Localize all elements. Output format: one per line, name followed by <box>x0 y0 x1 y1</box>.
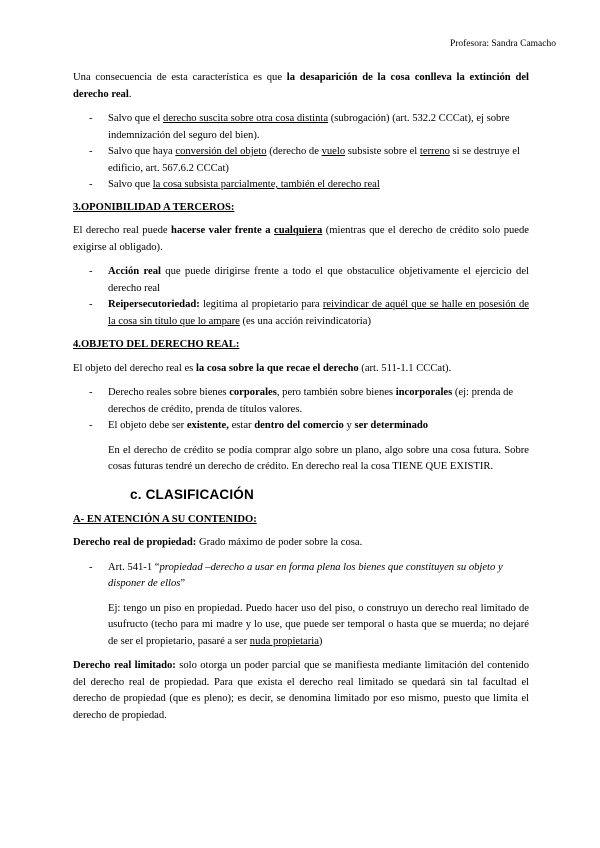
intro-paragraph: Una consecuencia de esta característica es que la desaparición de la cosa conlleva la extinción del derecho real. <box>73 72 529 100</box>
objeto-list <box>73 385 529 435</box>
propiedad-list <box>73 560 529 593</box>
section-heading-objeto: 4.OBJETO DEL DERECHO REAL: <box>73 339 240 350</box>
section-heading-oponibilidad: 3.OPONIBILIDAD A TERCEROS: <box>73 201 235 213</box>
oponibilidad-list <box>73 264 529 330</box>
list-item: - Salvo que haya conversión del objeto (derecho de vuelo subsiste sobre el terreno si se destruye el edificio, art. 567.6.2 CCCat) <box>73 144 529 177</box>
credito-paragraph: En el derecho de crédito se podía comprar algo sobre un plano, algo sobre una cosa futura. Sobre cosas futuras tendré un derecho de crédito. En derecho real la cosa TIENE QUE EXISTIR. <box>108 444 529 472</box>
list-item: - Derecho reales sobre bienes corporales, pero también sobre bienes incorporales (ej: prenda de derechos de crédito, prenda de títulos valores. <box>73 385 529 418</box>
list-item: - Acción real que puede dirigirse frente a todo el que obstaculice objetivamente el ejercicio del derecho real <box>73 264 529 297</box>
oponibilidad-paragraph: El derecho real puede hacerse valer frente a cualquiera (mientras que el derecho de crédito solo puede exigirse al obligado). <box>73 225 529 253</box>
objeto-paragraph: El objeto del derecho real es la cosa sobre la que recae el derecho (art. 511-1.1 CCCat). <box>73 362 452 374</box>
page-header-author: Profesora: Sandra Camacho <box>449 39 556 49</box>
limitado-paragraph: Derecho real limitado: solo otorga un poder parcial que se manifiesta mediante limitación del contenido del derecho real de propiedad. Para que exista el derecho real limitado se quedará sin tal facultad el derecho de propiedad (que es pleno); es decir, se denomina limitado por eso mismo, puesto que limita el derecho de propiedad. <box>73 660 530 721</box>
list-item: - Salvo que la cosa subsista parcialmente, también el derecho real <box>73 177 529 194</box>
list-item: - Reipersecutoriedad: legitima al propietario para reivindicar de aquél que se halle en posesión de la cosa sin título que lo ampare (es una acción reivindicatoria) <box>73 297 529 330</box>
section-heading-contenido: A- EN ATENCIÓN A SU CONTENIDO: <box>73 513 257 525</box>
exceptions-list <box>73 111 529 194</box>
example-paragraph: Ej: tengo un piso en propiedad. Puedo hacer uso del piso, o construyo un derecho real limitado de usufructo (techo para mi madre y lo use, que puede ser temporal o hasta que se muerda; no dejaré de ser el propietario, pasaré a ser nuda propietaria) <box>108 602 529 647</box>
section-heading-clasificacion: c. CLASIFICACIÓN <box>130 486 254 502</box>
list-item: - El objeto debe ser existente, estar dentro del comercio y ser determinado <box>73 418 529 435</box>
document-body <box>73 70 529 724</box>
list-item: - Salvo que el derecho suscita sobre otra cosa distinta (subrogación) (art. 532.2 CCCat), ej sobre indemnización del seguro del bien). <box>73 111 529 144</box>
list-item: - Art. 541-1 “propiedad –derecho a usar en forma plena los bienes que constituyen su objeto y disponer de ellos” <box>73 560 529 593</box>
propiedad-paragraph: Derecho real de propiedad: Grado máximo de poder sobre la cosa. <box>73 537 363 548</box>
